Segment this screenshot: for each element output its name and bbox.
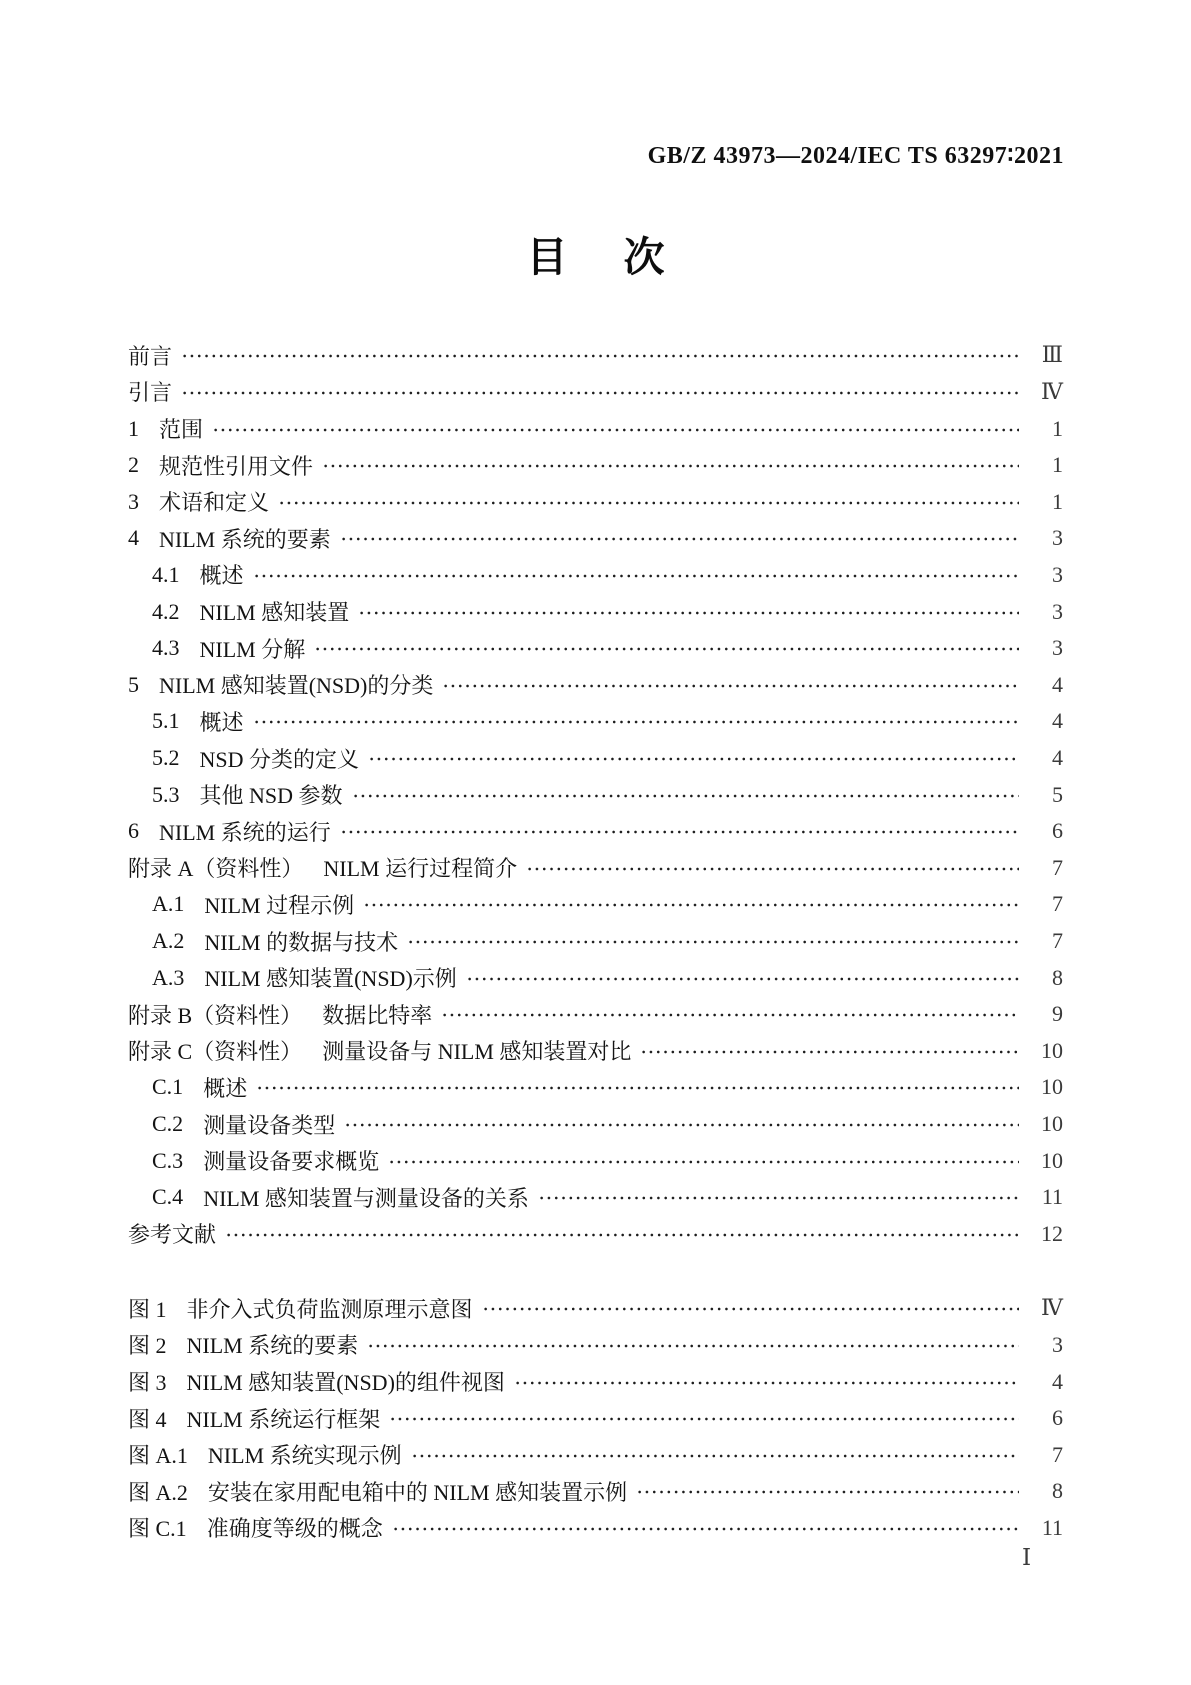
toc-entry: [128, 557, 1063, 594]
figure-entry: [128, 1363, 1063, 1400]
entry-label: 测量设备与 NILM 感知装置对比: [322, 1039, 632, 1065]
entry-page: 10: [1041, 1074, 1063, 1100]
figure-entry: [128, 1327, 1063, 1364]
entry-label: NILM 系统的要素: [186, 1333, 359, 1359]
toc-title-text: 目次: [526, 234, 721, 280]
entry-page: 6: [1052, 1405, 1063, 1431]
entry-label: 测量设备类型: [203, 1112, 336, 1138]
entry-label: 术语和定义: [159, 490, 270, 516]
dot-leader: [640, 1049, 1019, 1055]
dot-leader: [407, 939, 1019, 945]
entry-label: NILM 系统运行框架: [186, 1406, 381, 1432]
entry-number: 6: [128, 818, 139, 844]
entry-label: NILM 过程示例: [204, 892, 355, 918]
dot-leader: [411, 1453, 1019, 1459]
toc-entry: [128, 1033, 1063, 1070]
entry-page: 4: [1052, 671, 1063, 697]
entry-number: 5: [128, 671, 139, 697]
dot-leader: [344, 1122, 1019, 1128]
entry-label: 引言: [128, 380, 173, 406]
entry-number: 1: [128, 415, 139, 441]
entry-label: NILM 系统的运行: [159, 819, 331, 845]
toc-entry: [128, 886, 1063, 923]
toc-entry: [128, 1069, 1063, 1106]
toc-entry: [128, 1216, 1063, 1253]
toc-entry: [128, 483, 1063, 520]
entry-page: 4: [1052, 745, 1063, 770]
entry-number: 5.2: [152, 745, 180, 770]
entry-label: NILM 系统的要素: [159, 526, 331, 552]
dot-leader: [389, 1416, 1019, 1422]
entry-label: 数据比特率: [322, 1002, 433, 1028]
entry-page: 10: [1041, 1147, 1063, 1173]
toc-entry: [128, 374, 1063, 411]
entry-page: 7: [1052, 854, 1063, 880]
entry-label: NILM 感知装置(NSD)示例: [204, 966, 457, 992]
entry-number: 4.3: [152, 635, 180, 661]
dot-leader: [442, 683, 1019, 689]
figure-entry: [128, 1400, 1063, 1437]
entry-label: 非介入式负荷监测原理示意图: [186, 1296, 473, 1322]
entry-page: 8: [1052, 964, 1063, 990]
entry-page: Ⅳ: [1041, 378, 1063, 404]
entry-number: A.3: [152, 964, 185, 990]
entry-number: 图 C.1: [128, 1516, 187, 1542]
dot-leader: [526, 866, 1019, 872]
entry-page: 10: [1041, 1111, 1063, 1137]
entry-page: 7: [1052, 891, 1063, 917]
entry-page: Ⅳ: [1041, 1295, 1063, 1321]
entry-page: 1: [1052, 452, 1063, 478]
toc-entry: [128, 776, 1063, 813]
entry-number: A.1: [152, 891, 185, 917]
toc-entry: [128, 813, 1063, 850]
toc-entry: [128, 520, 1063, 557]
entry-label: NSD 分类的定义: [199, 746, 360, 772]
figure-entry: [128, 1473, 1063, 1510]
dot-leader: [466, 976, 1019, 982]
toc-entry: [128, 959, 1063, 996]
entry-number: 附录 B（资料性）: [128, 1002, 303, 1028]
dot-leader: [352, 793, 1019, 799]
toc-entry: [128, 1142, 1063, 1179]
entry-page: Ⅲ: [1041, 342, 1063, 368]
entry-page: 6: [1052, 818, 1063, 844]
entry-label: NILM 运行过程简介: [323, 856, 518, 882]
entry-label: NILM 感知装置与测量设备的关系: [203, 1185, 529, 1211]
toc-entry: [128, 996, 1063, 1033]
entry-page: 12: [1041, 1220, 1063, 1246]
entry-number: C.4: [152, 1184, 184, 1210]
entry-page: 3: [1052, 1331, 1063, 1357]
toc-entry: [128, 337, 1063, 374]
toc-entry: [128, 593, 1063, 630]
entry-number: 4.1: [152, 561, 180, 587]
dot-leader: [482, 1306, 1019, 1312]
dot-leader: [538, 1195, 1019, 1201]
entry-number: 5.3: [152, 781, 180, 807]
entry-page: 3: [1052, 561, 1063, 587]
dot-leader: [636, 1489, 1019, 1495]
entry-number: 4: [128, 525, 139, 551]
entry-number: A.2: [152, 928, 185, 954]
dot-leader: [367, 1343, 1019, 1349]
dot-leader: [358, 610, 1019, 616]
entry-number: C.1: [152, 1074, 184, 1100]
dot-leader: [514, 1380, 1019, 1386]
entry-label: 其他 NSD 参数: [199, 783, 343, 809]
toc-entry: [128, 630, 1063, 667]
entry-page: 1: [1052, 415, 1063, 441]
entry-label: 规范性引用文件: [159, 453, 314, 479]
dot-leader: [368, 756, 1019, 762]
entry-page: 3: [1052, 525, 1063, 551]
dot-leader: [278, 500, 1019, 506]
toc-entry: [128, 1106, 1063, 1143]
entry-number: 2: [128, 452, 139, 478]
entry-page: 3: [1052, 598, 1063, 624]
entry-label: 安装在家用配电箱中的 NILM 感知装置示例: [207, 1479, 628, 1505]
entry-page: 5: [1052, 781, 1063, 807]
entry-label: 准确度等级的概念: [206, 1516, 383, 1542]
dot-leader: [340, 536, 1019, 542]
entry-page: 3: [1052, 635, 1063, 661]
entry-page: 1: [1052, 488, 1063, 514]
entry-label: NILM 系统实现示例: [207, 1443, 402, 1469]
entry-page: 10: [1041, 1037, 1063, 1063]
dot-leader: [340, 829, 1019, 835]
toc-entry: [128, 1179, 1063, 1216]
dot-leader: [314, 646, 1019, 652]
entry-label: NILM 分解: [199, 636, 306, 662]
entry-page: 4: [1052, 1368, 1063, 1394]
entry-label: NILM 感知装置(NSD)的分类: [159, 673, 434, 699]
entry-number: 附录 A（资料性）: [128, 856, 304, 882]
entry-number: 5.1: [152, 708, 180, 734]
dot-leader: [363, 902, 1019, 908]
dot-leader: [253, 719, 1019, 725]
entry-label: 参考文献: [128, 1222, 217, 1248]
figure-entry: [128, 1436, 1063, 1473]
toc-entry: [128, 850, 1063, 887]
toc-title: [0, 224, 1191, 283]
dot-leader: [256, 1085, 1019, 1091]
dot-leader: [225, 1232, 1019, 1238]
figure-list: [128, 1290, 1063, 1546]
dot-leader: [181, 390, 1019, 396]
toc-entry: [128, 410, 1063, 447]
dot-leader: [253, 573, 1019, 579]
entry-page: 11: [1041, 1184, 1063, 1210]
entry-number: 图 A.2: [128, 1479, 188, 1505]
toc-entry: [128, 703, 1063, 740]
entry-page: 8: [1052, 1478, 1063, 1504]
entry-label: 前言: [128, 343, 173, 369]
page-folio: Ⅰ: [1022, 1545, 1032, 1570]
entry-page: 4: [1052, 708, 1063, 734]
dot-leader: [212, 427, 1019, 433]
entry-label: 概述: [199, 563, 244, 589]
dot-leader: [392, 1526, 1019, 1532]
entry-label: NILM 感知装置: [199, 600, 350, 626]
entry-page: 7: [1052, 1441, 1063, 1467]
entry-label: NILM 感知装置(NSD)的组件视图: [186, 1370, 505, 1396]
entry-page: 11: [1041, 1514, 1063, 1540]
entry-label: 范围: [159, 417, 204, 443]
entry-number: 图 A.1: [128, 1443, 188, 1469]
entry-label: 概述: [199, 709, 244, 735]
entry-number: C.2: [152, 1111, 184, 1137]
entry-page: 7: [1052, 928, 1063, 954]
dot-leader: [181, 353, 1019, 359]
dot-leader: [322, 463, 1019, 469]
entry-number: C.3: [152, 1147, 184, 1173]
toc-list: [128, 337, 1063, 1252]
entry-number: 图 1: [128, 1296, 167, 1322]
entry-label: NILM 的数据与技术: [204, 929, 399, 955]
standard-code: GB/Z 43973—2024/IEC TS 63297∶2021: [647, 143, 1064, 169]
entry-number: 图 2: [128, 1333, 167, 1359]
entry-number: 附录 C（资料性）: [128, 1039, 303, 1065]
entry-number: 图 3: [128, 1370, 167, 1396]
figure-entry: [128, 1290, 1063, 1327]
entry-page: 9: [1052, 1001, 1063, 1027]
toc-entry: [128, 740, 1063, 777]
dot-leader: [441, 1012, 1019, 1018]
dot-leader: [388, 1159, 1019, 1165]
toc-entry: [128, 447, 1063, 484]
toc-entry: [128, 923, 1063, 960]
entry-number: 4.2: [152, 598, 180, 624]
toc-entry: [128, 666, 1063, 703]
entry-number: 3: [128, 488, 139, 514]
entry-number: 图 4: [128, 1406, 167, 1432]
entry-label: 测量设备要求概览: [203, 1149, 380, 1175]
figure-entry: [128, 1510, 1063, 1547]
entry-label: 概述: [203, 1075, 248, 1101]
